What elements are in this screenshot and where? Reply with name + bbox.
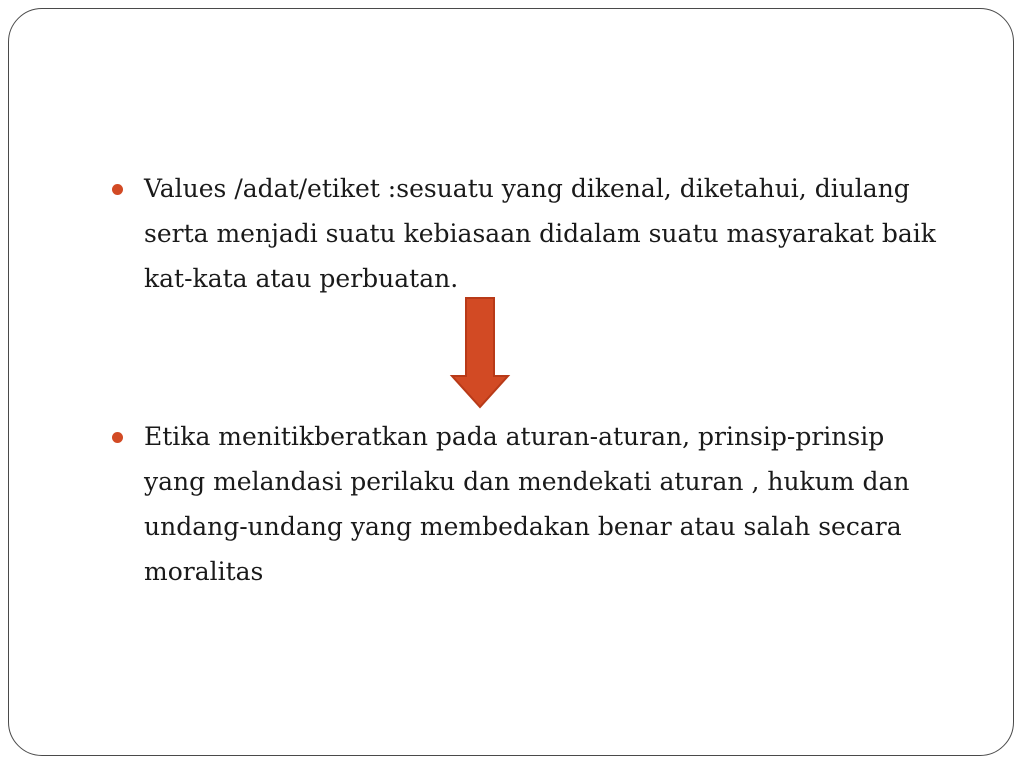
bullet-dot-icon <box>112 184 123 195</box>
bullet-dot-icon <box>112 432 123 443</box>
bullet-text-values: Values /adat/etiket :sesuatu yang dikenal, diketahui, diulang serta menjadi suatu kebiasaan didalam suatu masyarakat baik kat-kata atau perbuatan. <box>144 174 936 293</box>
slide-frame <box>8 8 1014 756</box>
down-arrow-icon <box>449 296 511 410</box>
bullet-text-etika: Etika menitikberatkan pada aturan-aturan, prinsip-prinsip yang melandasi perilaku dan mendekati aturan , hukum dan undang-undang yang membedakan benar atau salah secara moralitas <box>144 422 910 586</box>
